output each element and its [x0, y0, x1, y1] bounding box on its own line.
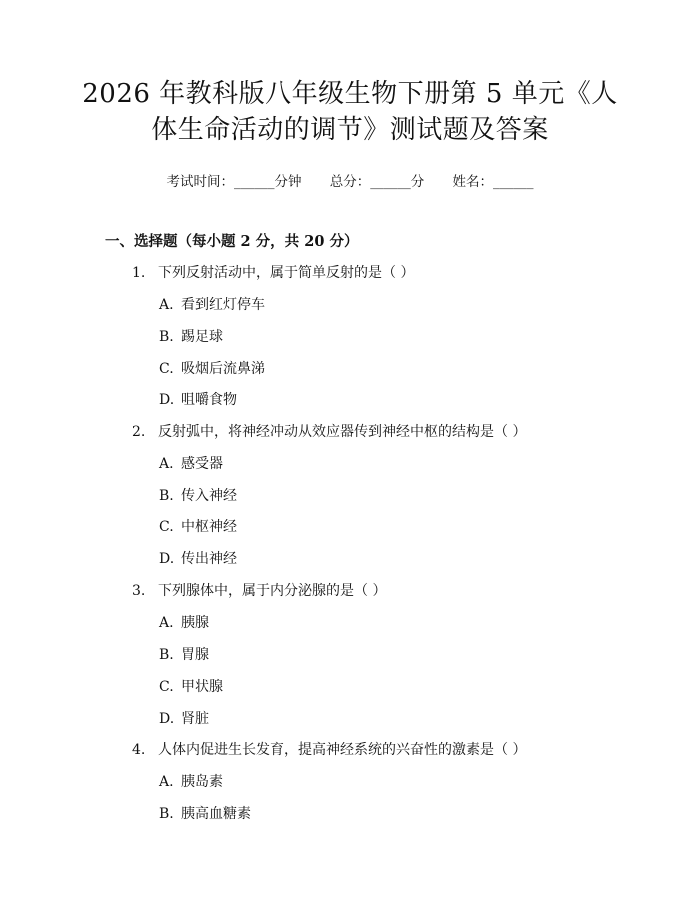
question-number: 3.	[132, 583, 146, 599]
total-score: 总分：______分	[329, 174, 425, 190]
title-line-1: 2026 年教科版八年级生物下册第 5 单元《人	[82, 79, 618, 109]
option-text: 传出神经	[181, 551, 237, 567]
option-text: 感受器	[181, 456, 223, 472]
question-1	[132, 262, 414, 282]
option-letter: A.	[159, 774, 174, 790]
option-text: 踢足球	[181, 329, 223, 345]
option-text: 胰高血糖素	[181, 806, 251, 822]
option-letter: A.	[159, 297, 174, 313]
option-1d	[159, 389, 237, 409]
option-1b	[159, 326, 223, 346]
title-line-2: 体生命活动的调节》测试题及答案	[151, 115, 549, 145]
option-3d	[159, 708, 209, 728]
option-letter: A.	[159, 615, 174, 631]
option-text: 咀嚼食物	[181, 392, 237, 408]
option-letter: D.	[159, 711, 175, 727]
question-text: 反射弧中，将神经冲动从效应器传到神经中枢的结构是（ ）	[158, 424, 527, 440]
question-number: 2.	[132, 424, 146, 440]
question-2	[132, 421, 526, 441]
option-4a	[159, 771, 223, 791]
option-text: 看到红灯停车	[181, 297, 265, 313]
document-title	[0, 76, 700, 148]
option-1a	[159, 294, 265, 314]
exam-time: 考试时间：______分钟	[166, 174, 302, 190]
option-letter: B.	[159, 488, 174, 504]
option-text: 吸烟后流鼻涕	[181, 361, 265, 377]
option-letter: B.	[159, 647, 174, 663]
question-text: 人体内促进生长发育，提高神经系统的兴奋性的激素是（ ）	[158, 742, 527, 758]
option-text: 胰腺	[181, 615, 209, 631]
option-3b	[159, 644, 209, 664]
option-text: 肾脏	[181, 711, 209, 727]
option-text: 传入神经	[181, 488, 237, 504]
option-letter: D.	[159, 392, 175, 408]
option-letter: D.	[159, 551, 175, 567]
student-name: 姓名：______	[452, 174, 534, 190]
option-2d	[159, 548, 237, 568]
option-text: 甲状腺	[181, 679, 223, 695]
option-2a	[159, 453, 223, 473]
question-text: 下列反射活动中，属于简单反射的是（ ）	[158, 265, 415, 281]
option-letter: C.	[159, 519, 174, 535]
option-4b	[159, 803, 251, 823]
question-number: 4.	[132, 742, 146, 758]
option-letter: C.	[159, 679, 174, 695]
option-2b	[159, 485, 237, 505]
option-3c	[159, 676, 223, 696]
section-heading: 一、选择题（每小题 2 分，共 20 分）	[105, 233, 359, 250]
question-3	[132, 580, 386, 600]
question-4	[132, 739, 526, 759]
exam-info	[0, 170, 700, 190]
option-letter: A.	[159, 456, 174, 472]
option-2c	[159, 516, 237, 536]
question-number: 1.	[132, 265, 146, 281]
option-text: 胰岛素	[181, 774, 223, 790]
option-letter: B.	[159, 329, 174, 345]
option-1c	[159, 358, 265, 378]
option-letter: B.	[159, 806, 174, 822]
option-letter: C.	[159, 361, 174, 377]
question-text: 下列腺体中，属于内分泌腺的是（ ）	[158, 583, 387, 599]
option-text: 胃腺	[181, 647, 209, 663]
option-text: 中枢神经	[181, 519, 237, 535]
option-3a	[159, 612, 209, 632]
